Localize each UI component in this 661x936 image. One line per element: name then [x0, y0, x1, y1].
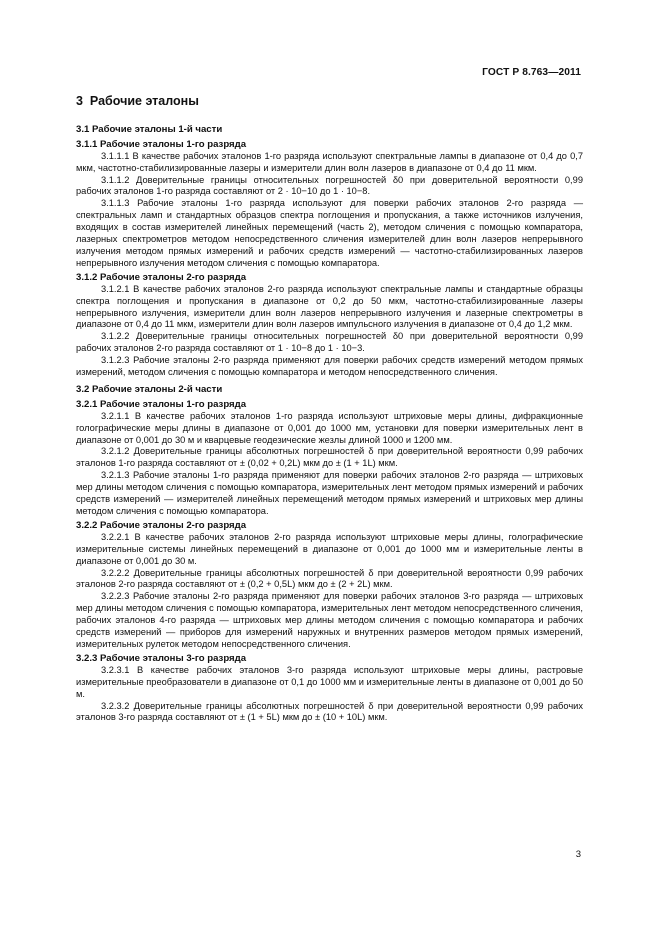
section-title: [76, 96, 583, 108]
group-heading: 3.2.2 Рабочие эталоны 2-го разряда: [76, 519, 247, 531]
paragraph: 3.2.2.3 Рабочие эталоны 2-го разряда применяют для поверки рабочих эталонов 3-го разряда — штриховых мер длины методом сличения с помощью компаратора, измерительных лент методом непосредственного сличения, рабочих эталонов 4-го разряда — штриховых мер длины методом сличения с помощью компаратора и рабочих средств измерений — приборов для измерений наружных и внутренних размеров методом прямых измерений, измерительных рулеток методом непосредственного сличения.: [76, 591, 583, 649]
subsection-heading: 3.2 Рабочие эталоны 2-й части: [76, 383, 223, 395]
section-number: 3: [76, 94, 83, 108]
section-title-text: Рабочие эталоны: [89, 94, 199, 108]
subsection-heading: 3.1 Рабочие эталоны 1-й части: [76, 123, 223, 135]
group-heading: 3.1.1 Рабочие эталоны 1-го разряда: [76, 138, 247, 150]
group-heading: 3.2.3 Рабочие эталоны 3-го разряда: [76, 652, 247, 664]
paragraph: 3.2.3.1 В качестве рабочих эталонов 3-го разряда используют штриховые меры длины, растровые измерительные преобразователи в диапазоне от 0,1 до 1000 мм и измерительные ленты в диапазоне от 0,001 до 50 м.: [76, 664, 583, 699]
paragraph: 3.2.1.2 Доверительные границы абсолютных погрешностей δ при доверительной вероятности 0,99 рабочих эталонов 1-го разряда составляют от ± (0,02 + 0,2L) мкм до ± (1 + 1L) мкм.: [76, 446, 583, 469]
paragraph: 3.2.3.2 Доверительные границы абсолютных погрешностей δ при доверительной вероятности 0,99 рабочих эталонов 3-го разряда составляют от ± (1 + 5L) мкм до ± (10 + 10L) мкм.: [76, 700, 583, 723]
paragraph: 3.2.1.1 В качестве рабочих эталонов 1-го разряда используют штриховые меры длины, дифракционные голографические меры длины в диапазоне от 0,001 до 1000 мм, установки для поверки измерительных лент в диапазоне от 0,001 до 30 м и кварцевые геодезические жезлы длиной 1000 и 1200 мм.: [76, 410, 583, 445]
paragraph: 3.2.2.1 В качестве рабочих эталонов 2-го разряда используют штриховые меры длины, голографические измерительные системы линейных перемещений в диапазоне от 0,001 до 1000 мм и измерительные ленты в диапазоне от 0,001 до 30 м.: [76, 531, 583, 566]
paragraph: 3.1.2.3 Рабочие эталоны 2-го разряда применяют для поверки рабочих средств измерений методом прямых измерений, методом сличения с помощью компаратора и методом непосредственного сличения.: [76, 355, 583, 378]
main-content: [76, 96, 583, 724]
paragraph: 3.1.2.2 Доверительные границы относительных погрешностей δ0 при доверительной вероятности 0,99 рабочих эталонов 2-го разряда составляют от 1 · 10−8 до 1 · 10−3.: [76, 331, 583, 354]
paragraph: 3.1.1.1 В качестве рабочих эталонов 1-го разряда используют спектральные лампы в диапазоне от 0,4 до 0,7 мкм, частотно-стабилизированные лазеры и измерители длин волн лазеров в диапазоне от 0,4 до 11 мкм.: [76, 150, 583, 173]
page-number: 3: [575, 849, 581, 860]
group-heading: 3.1.2 Рабочие эталоны 2-го разряда: [76, 271, 247, 283]
paragraph: 3.2.2.2 Доверительные границы абсолютных погрешностей δ при доверительной вероятности 0,99 рабочих эталонов 2-го разряда составляют от ± (0,2 + 0,5L) мкм до ± (2 + 2L) мкм.: [76, 567, 583, 590]
paragraph: 3.1.1.3 Рабочие эталоны 1-го разряда используют для поверки рабочих эталонов 2-го разряда — спектральных ламп и стандартных образцов спектра поглощения и пропускания, а также источников излучения, входящих в состав измерителей линейных перемещений (часть 2), методом сличения с помощью компаратора, лазерных спектрометров методом непосредственного сличения измерителей длин волн лазеров непрерывного излучения методом прямых измерений и рабочих средств измерений — частотно-стабилизированных лазеров непрерывного излучения методом сличения с помощью компаратора.: [76, 198, 583, 268]
standard-id: ГОСТ Р 8.763—2011: [482, 67, 581, 78]
group-heading: 3.2.1 Рабочие эталоны 1-го разряда: [76, 398, 247, 410]
paragraph: 3.2.1.3 Рабочие эталоны 1-го разряда применяют для поверки рабочих эталонов 2-го разряда — штриховых мер длины методом сличения с помощью компаратора, измерительных лент методом прямых измерений и рабочих средств измерений — измерителей линейных перемещений методом прямых измерений и штриховых мер длины методом сличения с помощью компаратора.: [76, 470, 583, 516]
paragraph: 3.1.2.1 В качестве рабочих эталонов 2-го разряда используют спектральные лампы и стандартные образцы спектра поглощения и пропускания в диапазоне от 0,2 до 50 мкм, частотно-стабилизированные лазеры непрерывного излучения, измерители длин волн лазеров непрерывного излучения и лазерные спектрометры в диапазоне от 0,4 до 11 мкм, измерители длин волн лазеров импульсного излучения в диапазоне от 0,4 до 1,2 мкм.: [76, 283, 583, 330]
paragraph: 3.1.1.2 Доверительные границы относительных погрешностей δ0 при доверительной вероятности 0,99 рабочих эталонов 1-го разряда составляют от 2 · 10−10 до 1 · 10−8.: [76, 174, 583, 197]
